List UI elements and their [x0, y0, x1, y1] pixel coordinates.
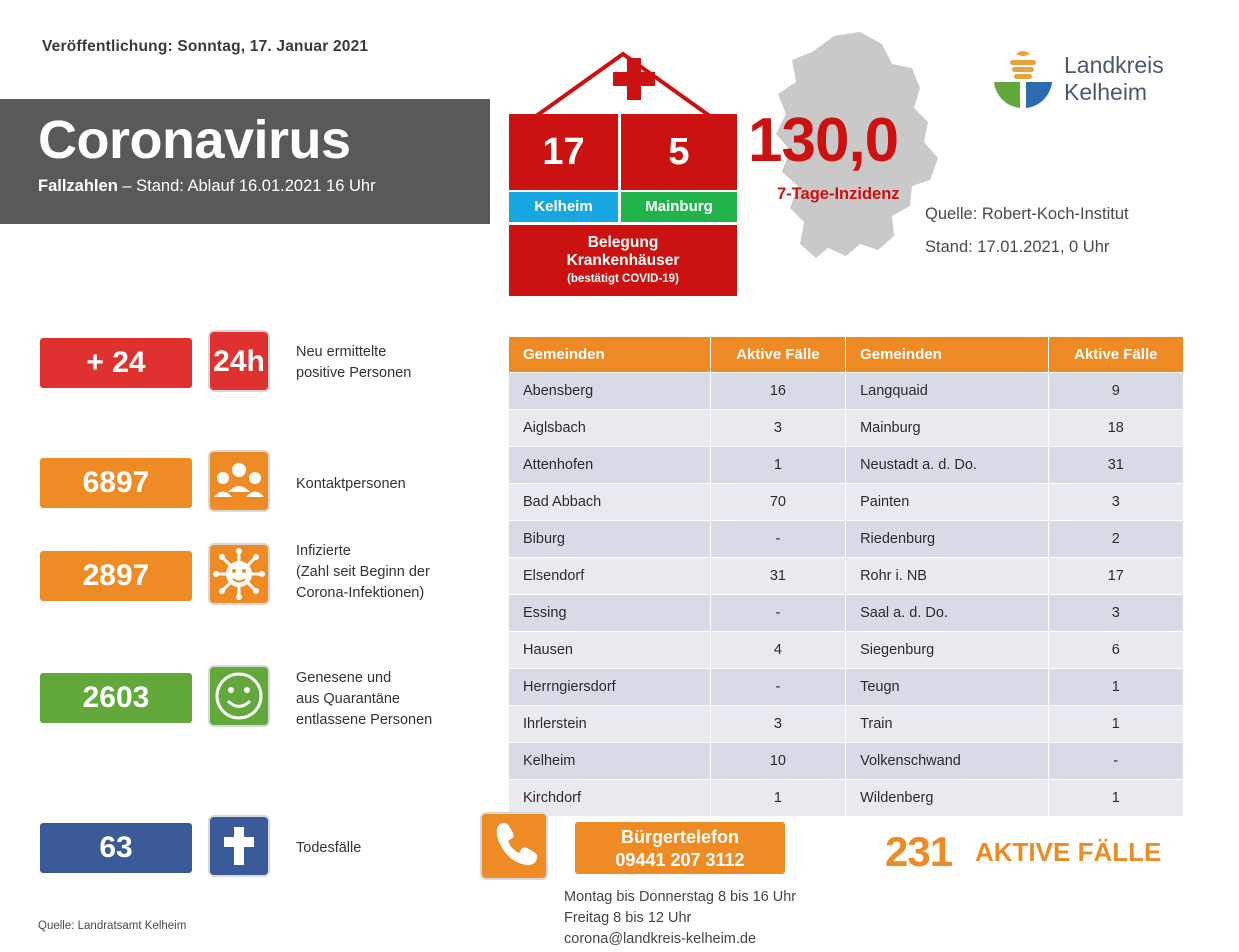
logo-line1: Landkreis [1064, 52, 1164, 78]
cell-cases: 1 [710, 447, 845, 484]
table-row [509, 447, 1184, 484]
kpi-contacts-label [296, 474, 406, 495]
cell-municipality: Abensberg [509, 373, 711, 410]
cell-municipality: Aiglsbach [509, 410, 711, 447]
cross-icon [208, 815, 270, 877]
hospital-kelheim-count: 17 [509, 114, 618, 190]
cell-cases: 3 [1048, 484, 1183, 521]
cell-cases: 9 [1048, 373, 1183, 410]
hospital-caption-line2: Krankenhäuser [566, 252, 680, 269]
cell-municipality: Bad Abbach [509, 484, 711, 521]
incidence-source: Quelle: Robert-Koch-Institut [925, 205, 1129, 223]
landkreis-kelheim-logo [990, 48, 1190, 112]
table-row [509, 743, 1184, 780]
table-row [509, 632, 1184, 669]
table-header-row [509, 337, 1184, 373]
cell-municipality: Langquaid [846, 373, 1049, 410]
kpi-infected-label-line2: (Zahl seit Beginn der [296, 564, 430, 580]
cell-cases: 10 [710, 743, 845, 780]
hotline-hours [564, 887, 796, 950]
phone-icon [480, 812, 548, 880]
table-row [509, 521, 1184, 558]
page-subtitle [38, 177, 490, 196]
kpi-infected-label-line1: Infizierte [296, 543, 351, 559]
cell-cases: 31 [710, 558, 845, 595]
cell-cases: 17 [1048, 558, 1183, 595]
kpi-recovered-label-line2: aus Quarantäne [296, 691, 400, 707]
hospital-mainburg-count: 5 [621, 114, 737, 190]
incidence-value: 130,0 [748, 106, 899, 175]
hospital-kelheim-label: Kelheim [509, 192, 618, 222]
cell-municipality: Siegenburg [846, 632, 1049, 669]
cell-cases: - [710, 595, 845, 632]
table-row [509, 558, 1184, 595]
hotline-number: 09441 207 3112 [615, 850, 745, 870]
cell-cases: 1 [1048, 669, 1183, 706]
hotline-email: corona@landkreis-kelheim.de [564, 931, 757, 947]
publication-date: Veröffentlichung: Sonntag, 17. Januar 2021 [42, 38, 369, 55]
cell-cases: - [710, 669, 845, 706]
table-row [509, 669, 1184, 706]
kpi-deaths-value: 63 [40, 823, 192, 873]
subtitle-rest: – Stand: Ablauf 16.01.2021 16 Uhr [117, 177, 376, 195]
kpi-infected-value: 2897 [40, 551, 192, 601]
cell-cases: 3 [1048, 595, 1183, 632]
cell-municipality: Ihrlerstein [509, 706, 711, 743]
hospital-caption [509, 225, 737, 296]
cell-municipality: Saal a. d. Do. [846, 595, 1049, 632]
cell-municipality: Volkenschwand [846, 743, 1049, 780]
kpi-deaths-label [296, 838, 361, 859]
cell-cases: 31 [1048, 447, 1183, 484]
cell-cases: 2 [1048, 521, 1183, 558]
table-row [509, 373, 1184, 410]
active-cases-number: 231 [885, 828, 953, 875]
kpi-contacts-label-line1: Kontaktpersonen [296, 476, 406, 492]
table-header-gemeinden-1: Gemeinden [509, 337, 711, 373]
kpi-infected-label-line3: Corona-Infektionen) [296, 585, 425, 601]
title-block [0, 99, 490, 224]
cell-cases: 6 [1048, 632, 1183, 669]
cell-municipality: Teugn [846, 669, 1049, 706]
cell-municipality: Attenhofen [509, 447, 711, 484]
cell-municipality: Riedenburg [846, 521, 1049, 558]
cell-municipality: Train [846, 706, 1049, 743]
cell-cases: 1 [710, 780, 845, 817]
cell-municipality: Neustadt a. d. Do. [846, 447, 1049, 484]
incidence-stand: Stand: 17.01.2021, 0 Uhr [925, 238, 1110, 256]
cell-municipality: Wildenberg [846, 780, 1049, 817]
cell-municipality: Mainburg [846, 410, 1049, 447]
cell-cases: 70 [710, 484, 845, 521]
hospital-caption-line3: (bestätigt COVID-19) [567, 273, 679, 285]
virus-icon [208, 543, 270, 605]
active-cases-label: AKTIVE FÄLLE [975, 837, 1162, 867]
cell-municipality: Hausen [509, 632, 711, 669]
kpi-contacts-value: 6897 [40, 458, 192, 508]
subtitle-bold: Fallzahlen [38, 177, 118, 195]
kpi-recovered-label-line3: entlassene Personen [296, 712, 433, 728]
incidence-label: 7-Tage-Inzidenz [777, 185, 900, 203]
cell-cases: 3 [710, 410, 845, 447]
cell-municipality: Biburg [509, 521, 711, 558]
kpi-deaths-label-line1: Todesfälle [296, 840, 362, 856]
hospital-mainburg-label: Mainburg [621, 192, 737, 222]
citizen-hotline-box [575, 822, 785, 874]
logo-emblem-icon [990, 48, 1056, 110]
cell-municipality: Herrngiersdorf [509, 669, 711, 706]
hotline-hours-line1: Montag bis Donnerstag 8 bis 16 Uhr [564, 889, 797, 905]
kpi-recovered-label [296, 668, 432, 731]
logo-line2: Kelheim [1064, 79, 1148, 105]
cell-cases: 1 [1048, 780, 1183, 817]
table-row [509, 780, 1184, 817]
cell-municipality: Essing [509, 595, 711, 632]
hotline-title: Bürgertelefon [620, 827, 739, 847]
table-header-cases-2: Aktive Fälle [1048, 337, 1183, 373]
table-header-gemeinden-2: Gemeinden [846, 337, 1049, 373]
cell-cases: - [710, 521, 845, 558]
cell-municipality: Painten [846, 484, 1049, 521]
cell-municipality: Kirchdorf [509, 780, 711, 817]
table-row [509, 410, 1184, 447]
cell-municipality: Rohr i. NB [846, 558, 1049, 595]
people-icon [208, 450, 270, 512]
cell-municipality: Kelheim [509, 743, 711, 780]
footer-source: Quelle: Landratsamt Kelheim [38, 920, 187, 932]
kpi-new-cases-label [296, 342, 411, 384]
table-row [509, 595, 1184, 632]
cell-cases: 3 [710, 706, 845, 743]
cell-cases: 18 [1048, 410, 1183, 447]
smiley-icon [208, 665, 270, 727]
kpi-new-cases-label-line1: Neu ermittelte [296, 344, 387, 360]
red-cross-icon-vertical [627, 58, 641, 100]
kpi-recovered-value: 2603 [40, 673, 192, 723]
kpi-recovered-label-line1: Genesene und [296, 670, 392, 686]
table-header-cases-1: Aktive Fälle [710, 337, 845, 373]
cell-municipality: Elsendorf [509, 558, 711, 595]
24h-icon: 24h [208, 330, 270, 392]
cell-cases: - [1048, 743, 1183, 780]
cell-cases: 16 [710, 373, 845, 410]
kpi-new-cases-value: + 24 [40, 338, 192, 388]
table-row [509, 706, 1184, 743]
page-title: Coronavirus [38, 110, 351, 170]
kpi-infected-label [296, 541, 430, 604]
kpi-new-cases-label-line2: positive Personen [296, 365, 412, 381]
hotline-hours-line2: Freitag 8 bis 12 Uhr [564, 910, 692, 926]
hospital-caption-line1: Belegung [587, 234, 659, 251]
municipality-cases-table [508, 336, 1184, 817]
hospital-occupancy-group [509, 28, 737, 296]
table-row [509, 484, 1184, 521]
cell-cases: 1 [1048, 706, 1183, 743]
cell-cases: 4 [710, 632, 845, 669]
